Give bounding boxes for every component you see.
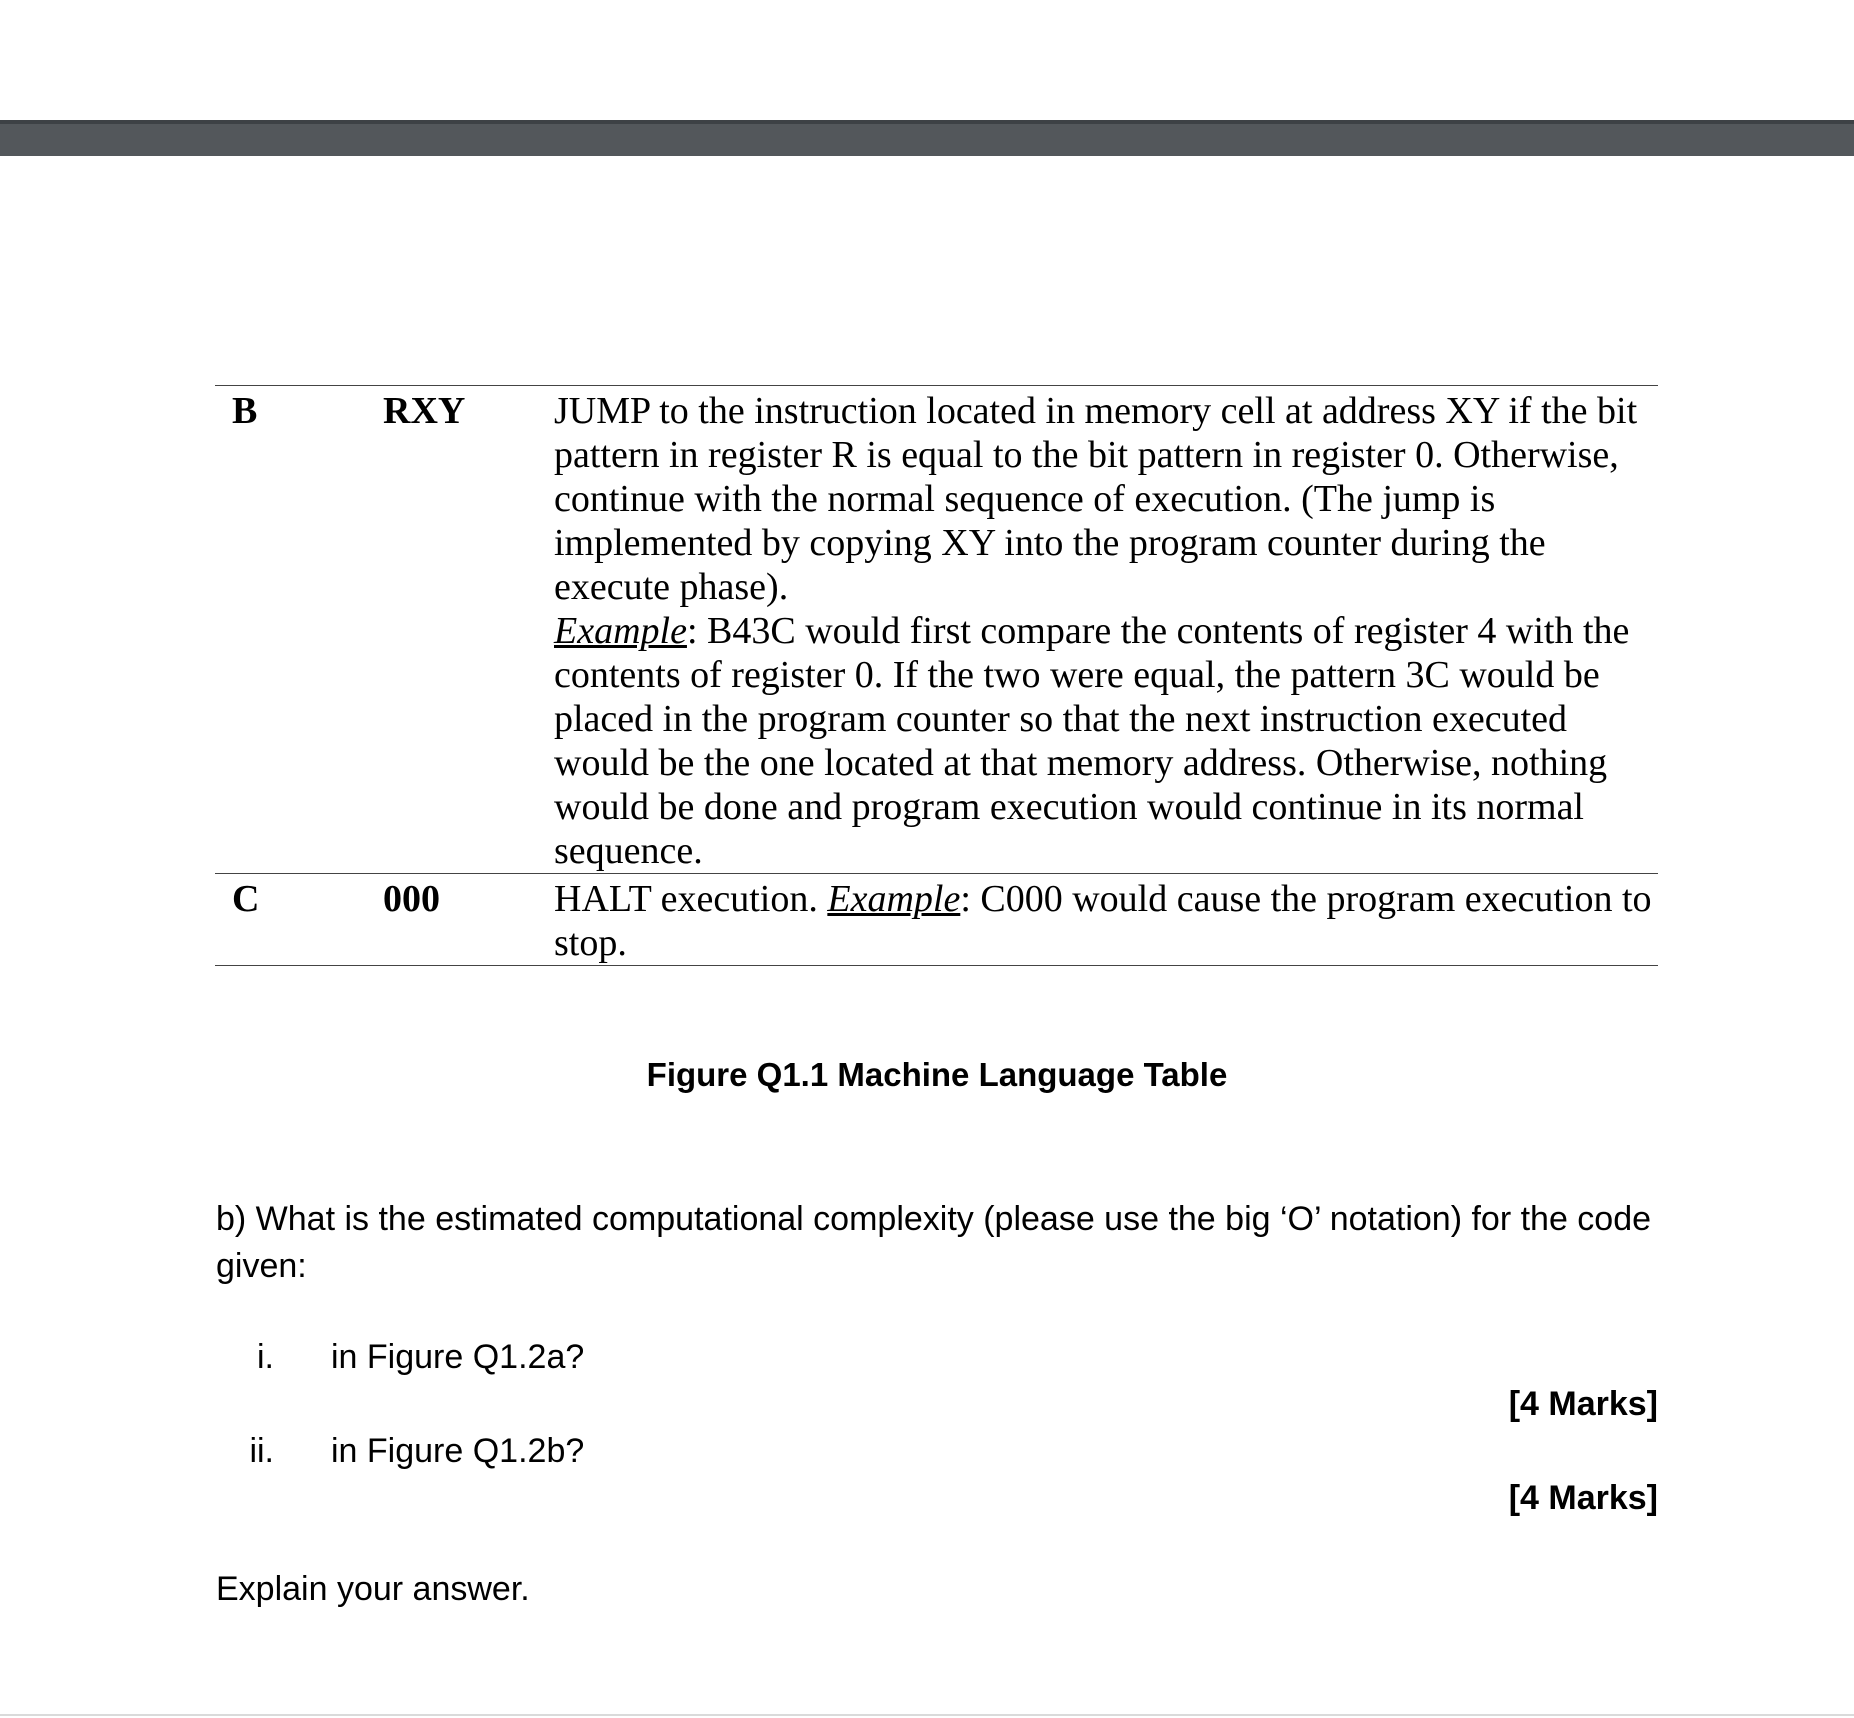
question-text: b) What is the estimated computational complexity (please use the big ‘O’ notation) for the code given: [216,1200,1652,1285]
example-paragraph [554,609,1654,873]
description-cell [554,386,1654,873]
description-text [554,877,1654,965]
opcode-cell: C [232,878,260,920]
example-label: Example [827,878,961,920]
table-row [215,385,1658,873]
item-number: i. [257,1338,274,1376]
item-number: ii. [249,1432,274,1470]
item-text: in Figure Q1.2b? [331,1432,585,1470]
machine-language-table [215,385,1658,966]
example-text: : C000 would cause the program execution to stop. [554,878,1652,964]
document-top-bar [0,124,1854,156]
explain-instruction: Explain your answer. [216,1570,530,1608]
example-text: : B43C would first compare the contents of register 4 with the contents of register 0. If the two were equal, the pattern 3C would be placed in the program counter so that the next instruction executed would be the one located at that memory address. Otherwise, nothing would be done and program execution would continue in its normal sequence. [554,610,1630,872]
marks-label: [4 Marks] [1508,1479,1658,1517]
operand-cell: RXY [383,390,466,432]
opcode-cell: B [232,390,258,432]
figure-caption: Figure Q1.1 Machine Language Table [646,1056,1228,1093]
marks-label: [4 Marks] [1508,1385,1658,1423]
description-text: JUMP to the instruction located in memory cell at address XY if the bit pattern in register R is equal to the bit pattern in register 0. Otherwise, continue with the normal sequence of execution. (The jump is implemented by copying XY into the program counter during the execute phase). [554,390,1638,608]
operand-cell: 000 [383,878,440,920]
description-cell [554,874,1654,965]
bottom-rule [0,1714,1854,1716]
table-row [215,873,1658,966]
item-text: in Figure Q1.2a? [331,1338,585,1376]
example-label: Example [554,610,687,652]
halt-text: HALT execution. [554,878,828,920]
